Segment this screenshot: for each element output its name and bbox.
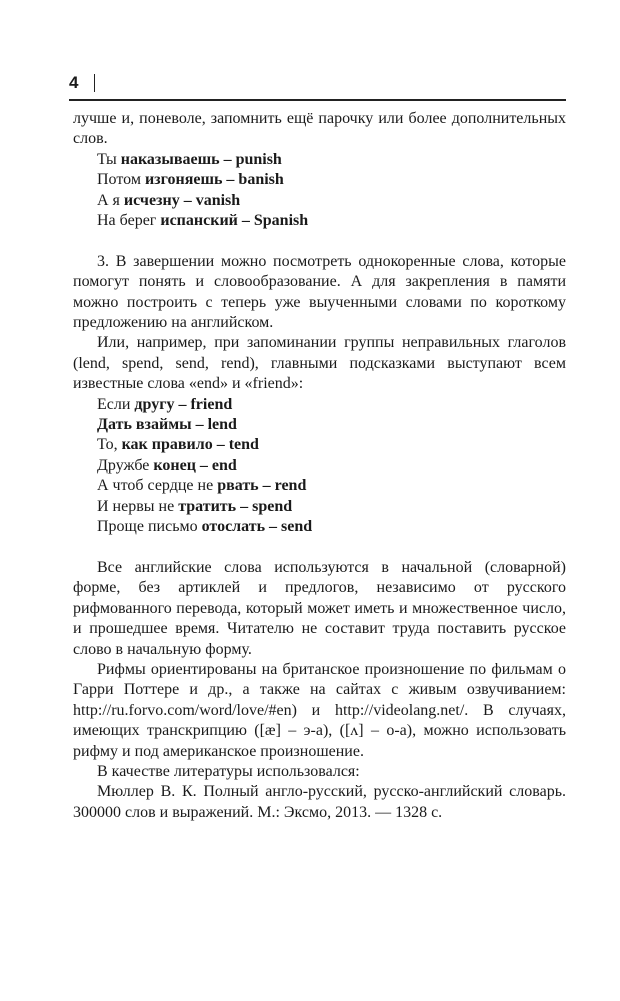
verse-line-text: И нервы не [97, 497, 179, 515]
verse-line-bold: Дать взаймы – lend [97, 416, 237, 434]
page-body [73, 109, 566, 823]
paragraph-literature: В качестве литературы использовался: [97, 762, 360, 780]
paragraph-reference: Мюллер В. К. Полный англо-русский, русско-английский словарь. 300000 слов и выражений. М.: Эксмо, 2013. — 1328 с. [73, 783, 566, 821]
verse-line [97, 456, 566, 476]
blank-line [73, 538, 566, 558]
verse-line-bold: отослать – send [201, 518, 313, 536]
verse-line-bold: наказываешь – punish [120, 150, 282, 168]
verse-punish [73, 150, 566, 232]
verse-line-bold: рвать – rend [217, 477, 307, 495]
verse-line-text: А чтоб сердце не [97, 477, 218, 495]
verse-line [97, 476, 566, 496]
verse-line-bold: исчезну – vanish [123, 191, 241, 209]
verse-line-text: То, [97, 436, 122, 454]
header-rule [69, 99, 566, 101]
verse-line-text: Проще письмо [97, 518, 202, 536]
page-number: 4 [69, 73, 79, 92]
verse-line-text: Дружбе [97, 456, 154, 474]
verse-line-bold: конец – end [153, 456, 237, 474]
verse-line [97, 191, 566, 211]
verse-line-text: Если [97, 395, 135, 413]
verse-line-text: А я [97, 191, 124, 209]
verse-line [97, 150, 566, 170]
verse-line-text: Потом [97, 171, 145, 189]
verse-line [97, 211, 566, 231]
paragraph-example: Или, например, при запоминании группы неправильных глаголов (lend, spend, send, rend), главными подсказками выступают всем известные слова «end» и «friend»: [73, 334, 566, 393]
verse-line [97, 415, 566, 435]
verse-line-bold: другу – friend [134, 395, 233, 413]
verse-line [97, 395, 566, 415]
verse-line-text: На берег [97, 212, 161, 230]
verse-line [97, 435, 566, 455]
paragraph-intro: лучше и, поневоле, запомнить ещё парочку или более дополнительных слов. [73, 110, 566, 148]
verse-line-bold: изгоняешь – banish [144, 171, 284, 189]
page-number-separator [94, 74, 95, 92]
verse-line-bold: тратить – spend [178, 497, 293, 515]
verse-friend [73, 395, 566, 538]
verse-line-bold: испанский – Spanish [160, 212, 309, 230]
paragraph-forms: Все английские слова используются в начальной (словарной) форме, без артиклей и предлогов, независимо от русского рифмованного перевода, который может иметь и множественное число, и прошедшее время. Читателю не составит труда поставить русское слово в начальную форму. [73, 558, 566, 658]
verse-line [97, 497, 566, 517]
verse-line-bold: как правило – tend [121, 436, 259, 454]
blank-line [73, 231, 566, 251]
verse-line [97, 170, 566, 190]
paragraph-rhymes: Рифмы ориентированы на британское произношение по фильмам о Гарри Поттере и др., а также на сайтах с живым озвучиванием: http://ru.forvo.com/word/love/#en) и http://videolang.net/. В случаях, имеющих транскрипцию ([æ] – э-а), ([ʌ] – о-а), можно использовать рифму и под американское произношение. [73, 660, 566, 760]
paragraph-3: 3. В завершении можно посмотреть однокоренные слова, которые помогут понять и словообразование. А для закрепления в памяти можно построить с теперь уже выученными словами по короткому предложению на английском. [73, 252, 566, 332]
verse-line [97, 517, 566, 537]
verse-line-text: Ты [97, 150, 121, 168]
page-header [69, 73, 566, 101]
